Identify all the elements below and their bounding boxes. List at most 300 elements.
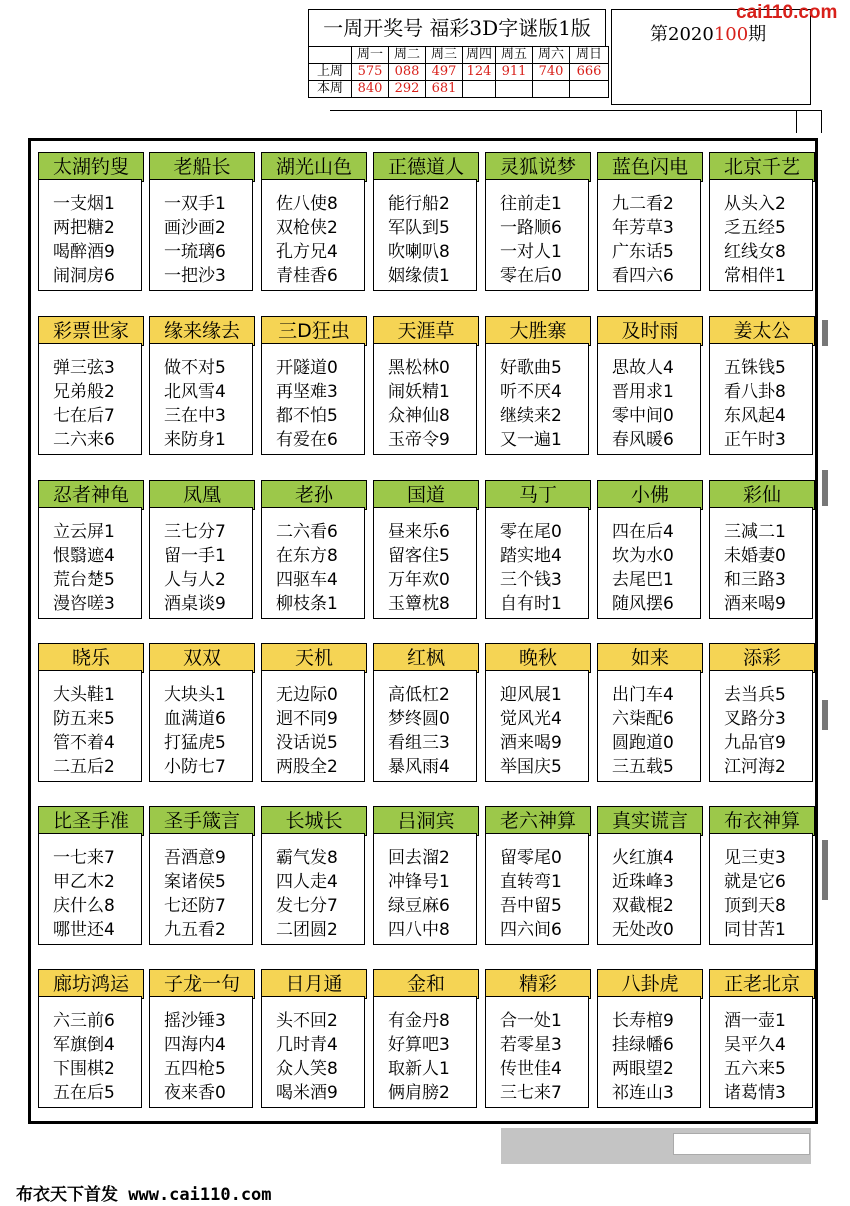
issue-suffix: 期 xyxy=(748,24,767,45)
riddle-body xyxy=(261,833,365,945)
riddle-line: 小防七7 xyxy=(164,757,226,777)
riddle-body xyxy=(149,670,253,782)
riddle-line: 柳枝条1 xyxy=(276,594,338,614)
riddle-body xyxy=(485,670,589,782)
riddle-card xyxy=(597,806,703,946)
riddle-body xyxy=(149,996,253,1108)
riddle-body xyxy=(373,507,477,619)
riddle-author-name: 八卦虎 xyxy=(597,969,703,999)
riddle-line: 漫咨嗟3 xyxy=(53,594,115,614)
riddle-line: 案诸侯5 xyxy=(164,872,226,892)
riddle-line: 一支烟1 xyxy=(53,194,115,214)
riddle-body xyxy=(597,507,701,619)
draw-number: 497 xyxy=(426,64,463,81)
riddle-line: 九品官9 xyxy=(724,733,786,753)
riddle-body xyxy=(38,343,142,455)
riddle-author-name: 吕洞宾 xyxy=(373,806,479,836)
riddle-card xyxy=(373,152,479,292)
riddle-author-name: 晚秋 xyxy=(485,643,591,673)
riddle-body xyxy=(373,996,477,1108)
riddle-card xyxy=(597,969,703,1109)
riddle-line: 正午时3 xyxy=(724,430,786,450)
riddle-line: 东风起4 xyxy=(724,406,786,426)
riddle-author-name: 廊坊鸿运 xyxy=(38,969,144,999)
riddle-line: 酒来喝9 xyxy=(500,733,562,753)
riddle-line: 梦终圆0 xyxy=(388,709,450,729)
footer-blank-field xyxy=(673,1133,810,1155)
riddle-line: 冲锋号1 xyxy=(388,872,450,892)
riddle-author-name: 彩票世家 xyxy=(38,316,144,346)
riddle-line: 去当兵5 xyxy=(724,685,786,705)
riddle-line: 喝米酒9 xyxy=(276,1083,338,1103)
draw-number: 088 xyxy=(389,64,426,81)
riddle-card xyxy=(373,806,479,946)
riddle-line: 没话说5 xyxy=(276,733,338,753)
riddle-line: 顶到天8 xyxy=(724,896,786,916)
riddle-line: 四八中8 xyxy=(388,920,450,940)
riddle-card xyxy=(709,806,815,946)
footer-credit[interactable]: 布衣天下首发 www.cai110.com xyxy=(16,1185,272,1205)
riddle-line: 七还防7 xyxy=(164,896,226,916)
riddle-line: 甲乙木2 xyxy=(53,872,115,892)
riddle-line: 长寿棺9 xyxy=(612,1011,674,1031)
riddle-line: 无边际0 xyxy=(276,685,338,705)
riddle-card xyxy=(149,316,255,456)
riddle-body xyxy=(373,833,477,945)
riddle-body xyxy=(38,507,142,619)
day-header: 周六 xyxy=(533,47,570,64)
riddle-line: 酒一壶1 xyxy=(724,1011,786,1031)
draw-results-table xyxy=(308,46,609,98)
riddle-card xyxy=(709,480,815,620)
draw-number: 666 xyxy=(570,64,609,81)
draw-number: 575 xyxy=(352,64,389,81)
riddle-card xyxy=(709,643,815,783)
riddle-card xyxy=(149,969,255,1109)
riddle-author-name: 添彩 xyxy=(709,643,815,673)
riddle-line: 双截棍2 xyxy=(612,896,674,916)
riddle-line: 思故人4 xyxy=(612,358,674,378)
riddle-body xyxy=(485,507,589,619)
riddle-line: 二团圆2 xyxy=(276,920,338,940)
riddle-body xyxy=(261,670,365,782)
draw-number xyxy=(463,81,496,98)
riddle-line: 暴风雨4 xyxy=(388,757,450,777)
riddle-line: 晋用求1 xyxy=(612,382,674,402)
riddle-line: 乏五经5 xyxy=(724,218,786,238)
draw-number: 681 xyxy=(426,81,463,98)
riddle-body xyxy=(709,507,813,619)
riddle-author-name: 真实谎言 xyxy=(597,806,703,836)
riddle-card xyxy=(485,152,591,292)
table-corner xyxy=(309,47,352,64)
riddle-line: 坎为水0 xyxy=(612,546,674,566)
riddle-line: 七在后7 xyxy=(53,406,115,426)
riddle-line: 万年欢0 xyxy=(388,570,450,590)
riddle-author-name: 灵狐说梦 xyxy=(485,152,591,182)
draw-number xyxy=(570,81,609,98)
riddle-card xyxy=(597,152,703,292)
riddle-card xyxy=(38,152,144,292)
riddle-author-name: 忍者神龟 xyxy=(38,480,144,510)
riddle-author-name: 小佛 xyxy=(597,480,703,510)
riddle-line: 俩肩膀2 xyxy=(388,1083,450,1103)
riddle-line: 血满道6 xyxy=(164,709,226,729)
riddle-card xyxy=(261,152,367,292)
riddle-card xyxy=(38,480,144,620)
riddle-author-name: 彩仙 xyxy=(709,480,815,510)
riddle-line: 庆什么8 xyxy=(53,896,115,916)
riddle-line: 觉风光4 xyxy=(500,709,562,729)
riddle-author-name: 大胜寨 xyxy=(485,316,591,346)
riddle-card xyxy=(485,316,591,456)
riddle-line: 大头鞋1 xyxy=(53,685,115,705)
riddle-card xyxy=(149,152,255,292)
riddle-line: 二五后2 xyxy=(53,757,115,777)
riddle-line: 四海内4 xyxy=(164,1035,226,1055)
riddle-line: 孔方兄4 xyxy=(276,242,338,262)
riddle-line: 零中间0 xyxy=(612,406,674,426)
riddle-line: 见三吏3 xyxy=(724,848,786,868)
riddle-card xyxy=(38,969,144,1109)
riddle-body xyxy=(485,833,589,945)
riddle-line: 往前走1 xyxy=(500,194,562,214)
riddle-line: 留一手1 xyxy=(164,546,226,566)
riddle-body xyxy=(38,179,142,291)
riddle-card xyxy=(709,152,815,292)
riddle-body xyxy=(709,179,813,291)
riddle-author-name: 太湖钓叟 xyxy=(38,152,144,182)
riddle-body xyxy=(261,507,365,619)
riddle-line: 零在后0 xyxy=(500,266,562,286)
riddle-line: 四六间6 xyxy=(500,920,562,940)
day-header: 周二 xyxy=(389,47,426,64)
riddle-line: 三五载5 xyxy=(612,757,674,777)
riddle-body xyxy=(709,343,813,455)
riddle-line: 兄弟般2 xyxy=(53,382,115,402)
riddle-card xyxy=(709,316,815,456)
riddle-line: 三个钱3 xyxy=(500,570,562,590)
riddle-author-name: 凤凰 xyxy=(149,480,255,510)
riddle-line: 一双手1 xyxy=(164,194,226,214)
riddle-author-name: 缘来缘去 xyxy=(149,316,255,346)
riddle-line: 红线女8 xyxy=(724,242,786,262)
riddle-line: 在东方8 xyxy=(276,546,338,566)
riddle-line: 举国庆5 xyxy=(500,757,562,777)
riddle-line: 无处改0 xyxy=(612,920,674,940)
riddle-body xyxy=(261,179,365,291)
riddle-line: 酒来喝9 xyxy=(724,594,786,614)
riddle-card xyxy=(261,643,367,783)
day-header: 周三 xyxy=(426,47,463,64)
riddle-body xyxy=(485,996,589,1108)
riddle-line: 两股全2 xyxy=(276,757,338,777)
scan-artifact xyxy=(822,320,828,346)
riddle-body xyxy=(709,996,813,1108)
riddle-line: 佐八使8 xyxy=(276,194,338,214)
riddle-body xyxy=(38,833,142,945)
riddle-line: 同甘苦1 xyxy=(724,920,786,940)
issue-prefix: 第2020 xyxy=(650,24,714,45)
riddle-author-name: 马丁 xyxy=(485,480,591,510)
scan-artifact xyxy=(822,840,828,900)
riddle-line: 军队到5 xyxy=(388,218,450,238)
riddle-body xyxy=(597,833,701,945)
riddle-line: 做不对5 xyxy=(164,358,226,378)
riddle-line: 恨翳遮4 xyxy=(53,546,115,566)
riddle-line: 打猛虎5 xyxy=(164,733,226,753)
divider-line xyxy=(330,110,820,111)
riddle-line: 玉簟枕8 xyxy=(388,594,450,614)
riddle-author-name: 天涯草 xyxy=(373,316,479,346)
riddle-author-name: 日月通 xyxy=(261,969,367,999)
riddle-line: 近珠峰3 xyxy=(612,872,674,892)
riddle-body xyxy=(373,670,477,782)
riddle-body xyxy=(149,343,253,455)
riddle-line: 合一处1 xyxy=(500,1011,562,1031)
riddle-line: 闹妖精1 xyxy=(388,382,450,402)
riddle-line: 五在后5 xyxy=(53,1083,115,1103)
riddle-line: 从头入2 xyxy=(724,194,786,214)
riddle-line: 弹三弦3 xyxy=(53,358,115,378)
riddle-line: 防五来5 xyxy=(53,709,115,729)
riddle-line: 三在中3 xyxy=(164,406,226,426)
riddle-line: 吴平久4 xyxy=(724,1035,786,1055)
riddle-line: 一琉璃6 xyxy=(164,242,226,262)
riddle-card xyxy=(261,316,367,456)
riddle-line: 三七来7 xyxy=(500,1083,562,1103)
riddle-line: 听不厌4 xyxy=(500,382,562,402)
riddle-line: 众人笑8 xyxy=(276,1059,338,1079)
riddle-line: 诸葛情3 xyxy=(724,1083,786,1103)
riddle-body xyxy=(597,343,701,455)
riddle-card xyxy=(485,480,591,620)
riddle-line: 踏实地4 xyxy=(500,546,562,566)
riddle-body xyxy=(597,179,701,291)
riddle-line: 和三路3 xyxy=(724,570,786,590)
riddle-line: 继续来2 xyxy=(500,406,562,426)
riddle-line: 都不怕5 xyxy=(276,406,338,426)
riddle-line: 看八卦8 xyxy=(724,382,786,402)
riddle-line: 姻缘债1 xyxy=(388,266,450,286)
riddle-line: 一路顺6 xyxy=(500,218,562,238)
riddle-line: 军旗倒4 xyxy=(53,1035,115,1055)
scan-artifact xyxy=(822,700,828,730)
draw-number: 124 xyxy=(463,64,496,81)
riddle-line: 青桂香6 xyxy=(276,266,338,286)
riddle-line: 春风暖6 xyxy=(612,430,674,450)
riddle-line: 几时青4 xyxy=(276,1035,338,1055)
riddle-card xyxy=(485,969,591,1109)
riddle-line: 摇沙锤3 xyxy=(164,1011,226,1031)
riddle-line: 三七分7 xyxy=(164,522,226,542)
riddle-line: 好歌曲5 xyxy=(500,358,562,378)
riddle-card xyxy=(373,969,479,1109)
riddle-line: 管不着4 xyxy=(53,733,115,753)
divider-box xyxy=(796,110,822,133)
riddle-card xyxy=(38,316,144,456)
riddle-line: 一对人1 xyxy=(500,242,562,262)
riddle-line: 江河海2 xyxy=(724,757,786,777)
riddle-author-name: 子龙一句 xyxy=(149,969,255,999)
riddle-line: 闹洞房6 xyxy=(53,266,115,286)
riddle-line: 又一遍1 xyxy=(500,430,562,450)
riddle-line: 一把沙3 xyxy=(164,266,226,286)
riddle-line: 就是它6 xyxy=(724,872,786,892)
riddle-line: 迎风展1 xyxy=(500,685,562,705)
riddle-author-name: 精彩 xyxy=(485,969,591,999)
riddle-line: 四在后4 xyxy=(612,522,674,542)
riddle-author-name: 正德道人 xyxy=(373,152,479,182)
riddle-line: 随风摆6 xyxy=(612,594,674,614)
riddle-line: 取新人1 xyxy=(388,1059,450,1079)
riddle-line: 零在尾0 xyxy=(500,522,562,542)
riddle-line: 广东话5 xyxy=(612,242,674,262)
day-header: 周五 xyxy=(496,47,533,64)
riddle-line: 开隧道0 xyxy=(276,358,338,378)
riddle-line: 荒台楚5 xyxy=(53,570,115,590)
riddle-line: 留零尾0 xyxy=(500,848,562,868)
draw-number: 840 xyxy=(352,81,389,98)
riddle-author-name: 湖光山色 xyxy=(261,152,367,182)
riddle-card xyxy=(597,316,703,456)
riddle-line: 叉路分3 xyxy=(724,709,786,729)
riddle-line: 吾酒意9 xyxy=(164,848,226,868)
riddle-line: 看四六6 xyxy=(612,266,674,286)
riddle-line: 年芳草3 xyxy=(612,218,674,238)
riddle-line: 立云屏1 xyxy=(53,522,115,542)
riddle-line: 常相伴1 xyxy=(724,266,786,286)
riddle-card xyxy=(261,480,367,620)
riddle-author-name: 蓝色闪电 xyxy=(597,152,703,182)
riddle-line: 夜来香0 xyxy=(164,1083,226,1103)
riddle-card xyxy=(709,969,815,1109)
riddle-line: 六柒配6 xyxy=(612,709,674,729)
day-header: 周一 xyxy=(352,47,389,64)
riddle-author-name: 姜太公 xyxy=(709,316,815,346)
riddle-line: 九五看2 xyxy=(164,920,226,940)
riddle-line: 一七来7 xyxy=(53,848,115,868)
riddle-author-name: 天机 xyxy=(261,643,367,673)
riddle-author-name: 长城长 xyxy=(261,806,367,836)
riddle-author-name: 金和 xyxy=(373,969,479,999)
riddle-author-name: 正老北京 xyxy=(709,969,815,999)
riddle-line: 好算吧3 xyxy=(388,1035,450,1055)
riddle-line: 众神仙8 xyxy=(388,406,450,426)
riddle-line: 来防身1 xyxy=(164,430,226,450)
draw-number: 911 xyxy=(496,64,533,81)
riddle-author-name: 北京千艺 xyxy=(709,152,815,182)
riddle-line: 圆跑道0 xyxy=(612,733,674,753)
riddle-line: 五铢钱5 xyxy=(724,358,786,378)
riddle-line: 霸气发8 xyxy=(276,848,338,868)
riddle-line: 三减二1 xyxy=(724,522,786,542)
riddle-line: 自有时1 xyxy=(500,594,562,614)
riddle-author-name: 红枫 xyxy=(373,643,479,673)
riddle-body xyxy=(485,179,589,291)
issue-number: 100 xyxy=(713,24,749,45)
row-label: 本周 xyxy=(309,81,352,98)
riddle-card xyxy=(485,643,591,783)
riddle-line: 看组三3 xyxy=(388,733,450,753)
riddle-line: 喝醉酒9 xyxy=(53,242,115,262)
riddle-line: 若零星3 xyxy=(500,1035,562,1055)
site-brand[interactable]: cai110.com xyxy=(736,2,838,23)
draw-number xyxy=(533,81,570,98)
riddle-card xyxy=(149,480,255,620)
riddle-card xyxy=(261,806,367,946)
riddle-line: 有爱在6 xyxy=(276,430,338,450)
riddle-line: 高低杠2 xyxy=(388,685,450,705)
riddle-body xyxy=(38,670,142,782)
riddle-line: 直转弯1 xyxy=(500,872,562,892)
riddle-line: 再坚难3 xyxy=(276,382,338,402)
riddle-line: 传世佳4 xyxy=(500,1059,562,1079)
draw-number: 292 xyxy=(389,81,426,98)
riddle-line: 两把糖2 xyxy=(53,218,115,238)
riddle-line: 昼来乐6 xyxy=(388,522,450,542)
row-label: 上周 xyxy=(309,64,352,81)
riddle-line: 留客住5 xyxy=(388,546,450,566)
riddle-card xyxy=(261,969,367,1109)
riddle-line: 九二看2 xyxy=(612,194,674,214)
riddle-body xyxy=(597,670,701,782)
riddle-line: 六三前6 xyxy=(53,1011,115,1031)
riddle-line: 绿豆麻6 xyxy=(388,896,450,916)
table-row xyxy=(309,81,609,98)
riddle-author-name: 布衣神算 xyxy=(709,806,815,836)
day-header: 周日 xyxy=(570,47,609,64)
riddle-line: 祁连山3 xyxy=(612,1083,674,1103)
riddle-author-name: 三D狂虫 xyxy=(261,316,367,346)
riddle-body xyxy=(149,179,253,291)
riddle-line: 酒桌谈9 xyxy=(164,594,226,614)
riddle-line: 发七分7 xyxy=(276,896,338,916)
riddle-line: 出门车4 xyxy=(612,685,674,705)
riddle-author-name: 老六神算 xyxy=(485,806,591,836)
riddle-card xyxy=(373,480,479,620)
riddle-body xyxy=(709,833,813,945)
riddle-card xyxy=(38,806,144,946)
riddle-line: 五六来5 xyxy=(724,1059,786,1079)
riddle-body xyxy=(149,833,253,945)
riddle-line: 去尾巴1 xyxy=(612,570,674,590)
riddle-line: 回去溜2 xyxy=(388,848,450,868)
riddle-line: 头不回2 xyxy=(276,1011,338,1031)
riddle-line: 两眼望2 xyxy=(612,1059,674,1079)
riddle-card xyxy=(38,643,144,783)
riddle-line: 吹喇叭8 xyxy=(388,242,450,262)
riddle-body xyxy=(485,343,589,455)
draw-number xyxy=(496,81,533,98)
riddle-line: 二六看6 xyxy=(276,522,338,542)
riddle-card xyxy=(149,806,255,946)
riddle-line: 能行船2 xyxy=(388,194,450,214)
table-row xyxy=(309,64,609,81)
riddle-author-name: 圣手箴言 xyxy=(149,806,255,836)
riddle-card xyxy=(597,480,703,620)
riddle-author-name: 比圣手准 xyxy=(38,806,144,836)
riddle-line: 有金丹8 xyxy=(388,1011,450,1031)
riddle-body xyxy=(597,996,701,1108)
riddle-body xyxy=(261,996,365,1108)
riddle-body xyxy=(261,343,365,455)
riddle-line: 双枪侠2 xyxy=(276,218,338,238)
riddle-line: 迥不同9 xyxy=(276,709,338,729)
riddle-line: 四驱车4 xyxy=(276,570,338,590)
riddle-line: 挂绿幡6 xyxy=(612,1035,674,1055)
riddle-author-name: 双双 xyxy=(149,643,255,673)
